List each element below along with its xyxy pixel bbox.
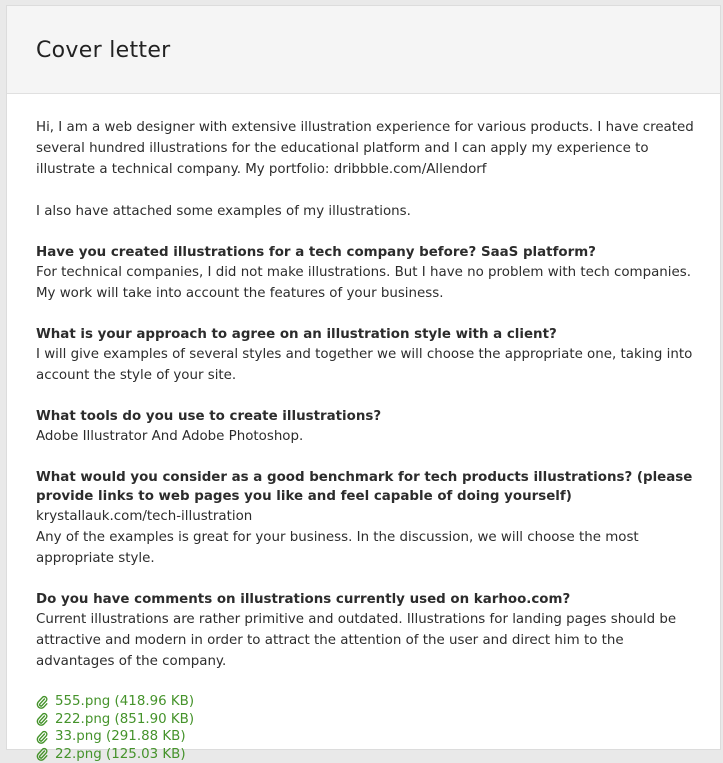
question: Have you created illustrations for a tech company before? SaaS platform? [36, 243, 700, 262]
question: What is your approach to agree on an illustration style with a client? [36, 325, 700, 344]
attachments-note: I also have attached some examples of my illustrations. [36, 201, 700, 222]
question: Do you have comments on illustrations currently used on karhoo.com? [36, 590, 700, 609]
answer: I will give examples of several styles and together we will choose the appropriate one, taking into account the style of your site. [36, 344, 700, 386]
qa-item [36, 243, 700, 304]
card-header [7, 6, 720, 94]
cover-letter-body [7, 94, 720, 763]
attachment-label[interactable]: 555.png (418.96 KB) [55, 693, 194, 710]
attachment-link[interactable] [36, 746, 700, 763]
paperclip-icon [36, 747, 48, 761]
qa-item [36, 407, 700, 447]
qa-item [36, 325, 700, 386]
attachment-link[interactable] [36, 693, 700, 711]
attachment-label[interactable]: 222.png (851.90 KB) [55, 711, 194, 728]
answer-continued: Any of the examples is great for your business. In the discussion, we will choose the most appropriate style. [36, 527, 700, 569]
question: What would you consider as a good benchmark for tech products illustrations? (please provide links to web pages you like and feel capable of doing yourself) [36, 468, 700, 506]
page-title: Cover letter [36, 38, 171, 63]
attachment-link[interactable] [36, 728, 700, 746]
cover-letter-card [6, 5, 721, 750]
answer: krystallauk.com/tech-illustration [36, 506, 700, 527]
paperclip-icon [36, 712, 48, 726]
answer: For technical companies, I did not make illustrations. But I have no problem with tech companies. My work will take into account the features of your business. [36, 262, 700, 304]
attachment-label[interactable]: 33.png (291.88 KB) [55, 728, 186, 745]
attachment-link[interactable] [36, 711, 700, 729]
qa-item [36, 468, 700, 569]
paperclip-icon [36, 730, 48, 744]
answer: Adobe Illustrator And Adobe Photoshop. [36, 426, 700, 447]
attachment-label[interactable]: 22.png (125.03 KB) [55, 746, 186, 763]
paperclip-icon [36, 695, 48, 709]
answer: Current illustrations are rather primitive and outdated. Illustrations for landing pages should be attractive and modern in order to attract the attention of the user and direct him to the advantages of the company. [36, 609, 700, 672]
intro-paragraph: Hi, I am a web designer with extensive illustration experience for various products. I have created several hundred illustrations for the educational platform and I can apply my experience to illustrate a technical company. My portfolio: dribbble.com/Allendorf [36, 117, 700, 180]
question: What tools do you use to create illustrations? [36, 407, 700, 426]
attachments-list [36, 693, 700, 763]
qa-item [36, 590, 700, 672]
